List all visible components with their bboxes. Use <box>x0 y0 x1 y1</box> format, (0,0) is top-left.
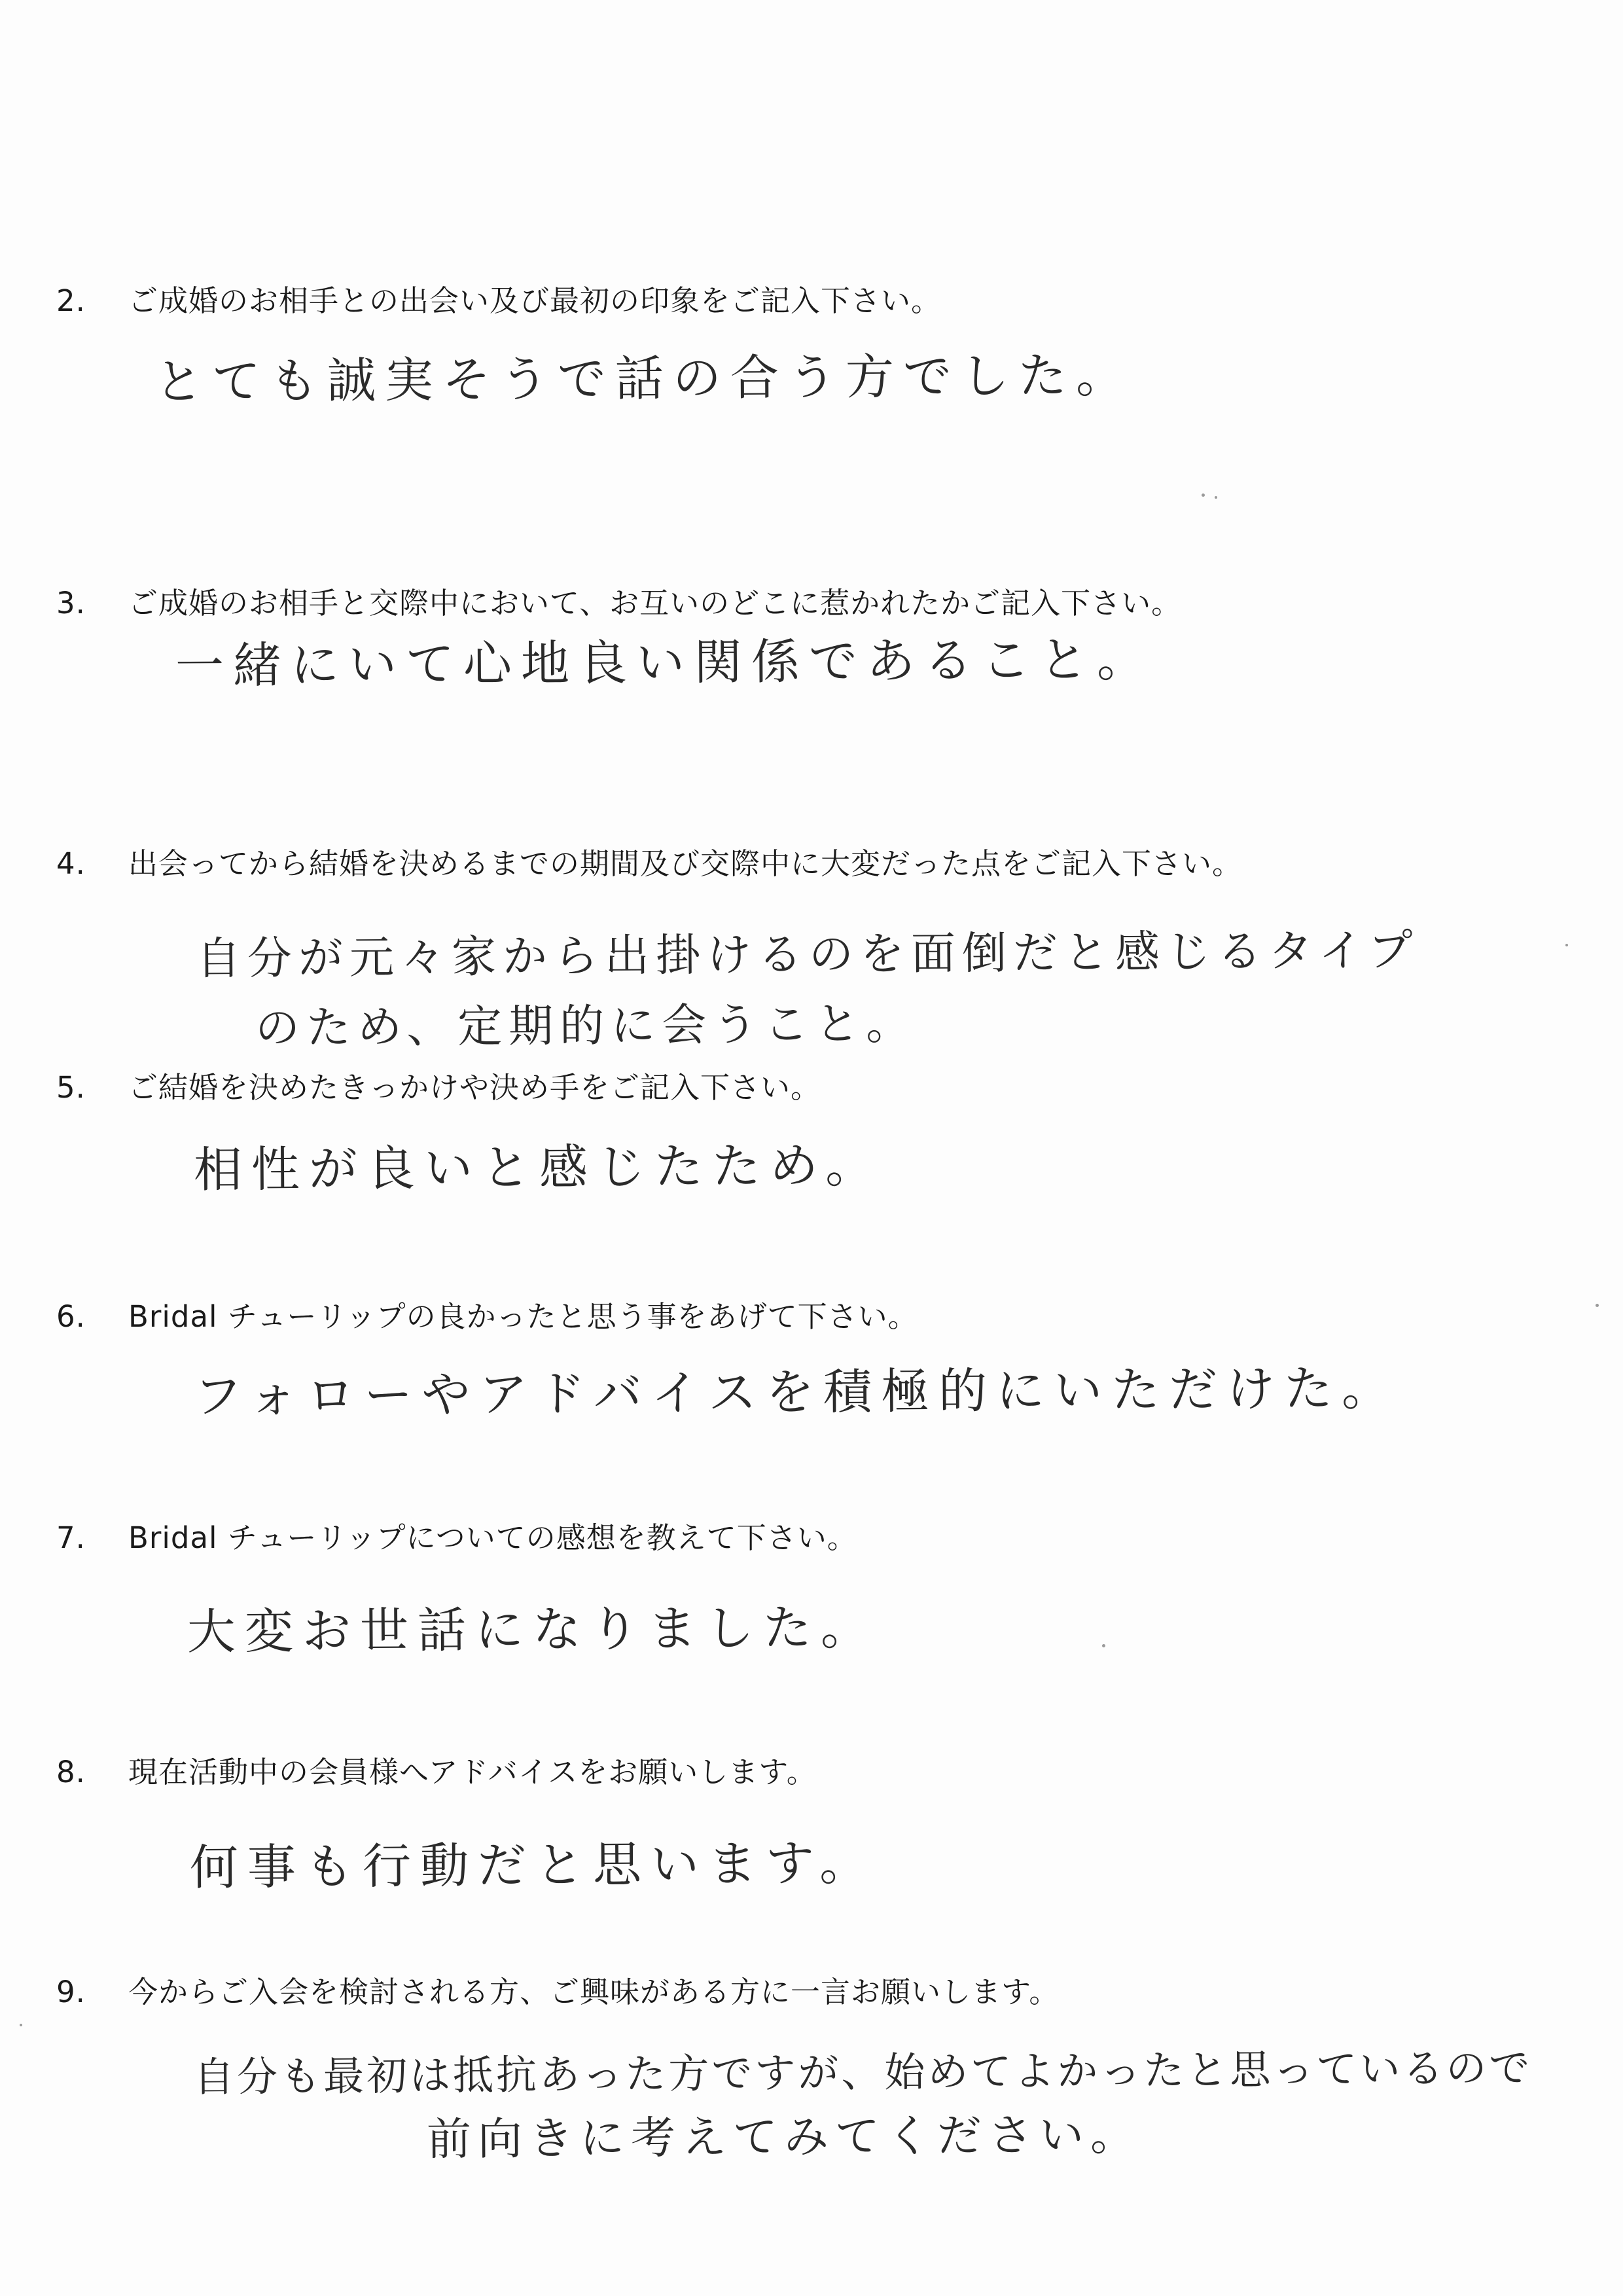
question-4 <box>56 844 1242 884</box>
question-text: ご成婚のお相手と交際中において、お互いのどこに惹かれたかご記入下さい。 <box>128 586 1182 620</box>
handwritten-answer-3: 一緒にいて心地良い関係であること。 <box>175 631 1155 694</box>
handwritten-answer-5: 相性が良いと感じたため。 <box>193 1137 883 1198</box>
question-number: 8. <box>56 1755 86 1789</box>
scan-speck <box>1102 1644 1105 1647</box>
question-text: ご結婚を決めたきっかけや決め手をご記入下さい。 <box>128 1070 821 1105</box>
scan-speck <box>1596 1304 1599 1307</box>
handwritten-answer-2: とても誠実そうで話の合う方でした。 <box>154 347 1134 410</box>
scan-speck <box>1565 944 1568 946</box>
handwritten-answer-4-line-1: 自分が元々家から出掛けるのを面倒だと感じるタイプ <box>196 924 1419 985</box>
question-number: 5. <box>56 1070 86 1105</box>
question-number: 2. <box>56 283 86 318</box>
handwritten-answer-8: 何事も行動だと思います。 <box>189 1835 878 1896</box>
question-5 <box>56 1068 821 1107</box>
question-text: ご成婚のお相手との出会い及び最初の印象をご記入下さい。 <box>128 283 942 318</box>
handwritten-answer-9-line-1: 自分も最初は抵抗あった方ですが、始めてよかったと思っているので <box>193 2043 1533 2101</box>
handwritten-answer-7: 大変お世話になりました。 <box>187 1599 879 1660</box>
question-6 <box>56 1297 918 1336</box>
question-text: 今からご入会を検討される方、ご興味がある方に一言お願いします。 <box>128 1975 1060 2009</box>
question-number: 4. <box>56 846 86 881</box>
question-9 <box>56 1973 1059 2012</box>
question-text: 現在活動中の会員様へアドバイスをお願いします。 <box>128 1755 817 1789</box>
question-text: 出会ってから結婚を決めるまでの期間及び交際中に大変だった点をご記入下さい。 <box>128 846 1243 881</box>
scan-speck <box>20 2024 22 2026</box>
question-3 <box>56 584 1181 623</box>
handwritten-answer-6: フォローやアドバイスを積極的にいただけた。 <box>193 1360 1400 1425</box>
question-number: 7. <box>56 1520 86 1555</box>
question-number: 6. <box>56 1299 86 1334</box>
question-text: Bridal チューリップについての感想を教えて下さい。 <box>128 1520 857 1555</box>
handwritten-answer-4-line-2: のため、定期的に会うこと。 <box>255 997 918 1054</box>
scan-speck <box>1215 496 1217 499</box>
question-7 <box>56 1518 857 1558</box>
handwritten-answer-9-line-2: 前向きに考えてみてください。 <box>426 2109 1142 2166</box>
question-8 <box>56 1753 817 1792</box>
question-2 <box>56 281 941 321</box>
question-text: Bridal チューリップの良かったと思う事をあげて下さい。 <box>128 1299 918 1334</box>
scan-speck <box>1202 493 1205 497</box>
question-number: 3. <box>56 586 86 620</box>
question-number: 9. <box>56 1975 86 2009</box>
